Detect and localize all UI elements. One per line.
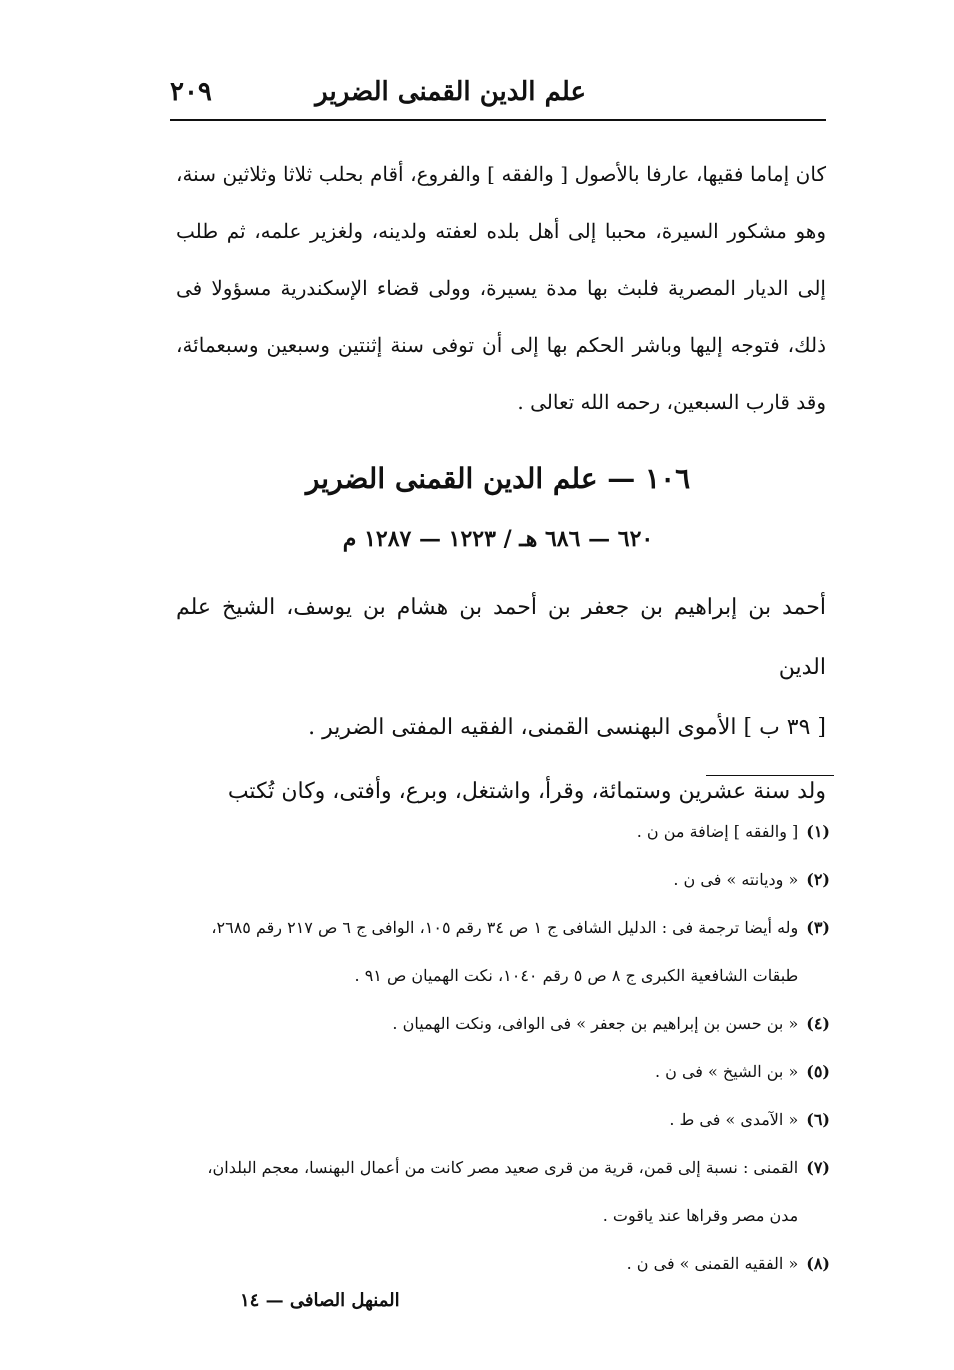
intro-text: كان إماما فقيها، عارفا بالأصول [ والفقه ] والفروع، أقام بحلب ثلاثا وثلاثين سنة، وهو مشكور السيرة، محببا إلى أهل بلده لعفته ولدينه، ولغزير علمه، ثم طلب إلى الديار المصرية فلبث بها مدة يسيرة، وولى قضاء الإسكندرية مسؤولا فى ذلك، فتوجه إليها وباشر الحكم بها إلى أن توفى سنة إثنتين وسبعين وسبعمائة، وقد قارب السبعين، رحمه الله تعالى . (176, 162, 826, 414)
bio-line-3: ولد سنة عشرين وستمائة، وقرأ، واشتغل، وبرع، وأفتى، وكان تُكتب (227, 779, 826, 804)
running-head (170, 72, 826, 112)
footnote-text: « الآمدى » فى ط . (669, 1110, 799, 1129)
footnote-text: وله أيضا ترجمة فى : الدليل الشافى ج ١ ص ٣٤ رقم ١٠٥، الوافى ج ٦ ص ٢١٧ رقم ٢٦٨٥، طبقات الشافعية الكبرى ج ٨ ص ٥ رقم ١٠٤٠، نكت الهميان ص ٩١ . (211, 918, 799, 985)
footnote-number: (٧) (806, 1158, 830, 1177)
footnote-separator (706, 775, 834, 776)
footnote (180, 1096, 830, 1144)
footnote-number: (٦) (806, 1110, 830, 1129)
header-rule (170, 119, 826, 121)
entry-dates: ٦٢٠ — ٦٨٦ هـ / ١٢٢٣ — ١٢٨٧ م (342, 526, 654, 552)
page-number: ٢٠٩ (170, 77, 212, 107)
footnote-number: (٥) (806, 1062, 830, 1081)
footnote (180, 1144, 830, 1240)
footnote-number: (٢) (806, 870, 830, 889)
footnote-text: « بن حسن بن إبراهيم بن جعفر » فى الوافى، ونكت الهميان . (392, 1014, 799, 1033)
footnotes (180, 808, 830, 1288)
bio-line-1: أحمد بن إبراهيم بن جعفر بن أحمد بن هشام بن يوسف، الشيخ علم الدين (176, 595, 826, 680)
entry-title: ١٠٦ — علم الدين القمنى الضرير (305, 462, 691, 495)
footnote (180, 1048, 830, 1096)
bio-line-2: [ ٣٩ ب ] الأموى البهنسى القمنى، الفقيه المفتى الضرير . (308, 715, 826, 740)
footnote-text: « بن الشيخ » فى ن . (654, 1062, 799, 1081)
footnote (180, 1000, 830, 1048)
footnote-number: (١) (806, 822, 830, 841)
footnote (180, 856, 830, 904)
intro-paragraph (176, 146, 826, 431)
running-title: علم الدين القمنى الضرير (315, 77, 586, 107)
footnote (180, 808, 830, 856)
footnote (180, 904, 830, 1000)
footnote (180, 1240, 830, 1288)
footnote-number: (٣) (806, 918, 830, 937)
footnote-text: « وديانته » فى ن . (673, 870, 799, 889)
biography (176, 578, 826, 822)
footnote-number: (٨) (806, 1254, 830, 1273)
footnote-number: (٤) (806, 1014, 830, 1033)
footnote-text: القمنى : نسبة إلى قمن، قرية من قرى صعيد مصر كانت من أعمال البهنسا، معجم البلدان، مدن مصر وقراها عند ياقوت . (207, 1158, 799, 1225)
footnote-text: [ والفقه ] إضافة من ن . (636, 822, 799, 841)
footnote-text: « الفقيه القمنى » فى ن . (626, 1254, 799, 1273)
footer-signature: المنهل الصافى — ١٤ (240, 1290, 400, 1311)
